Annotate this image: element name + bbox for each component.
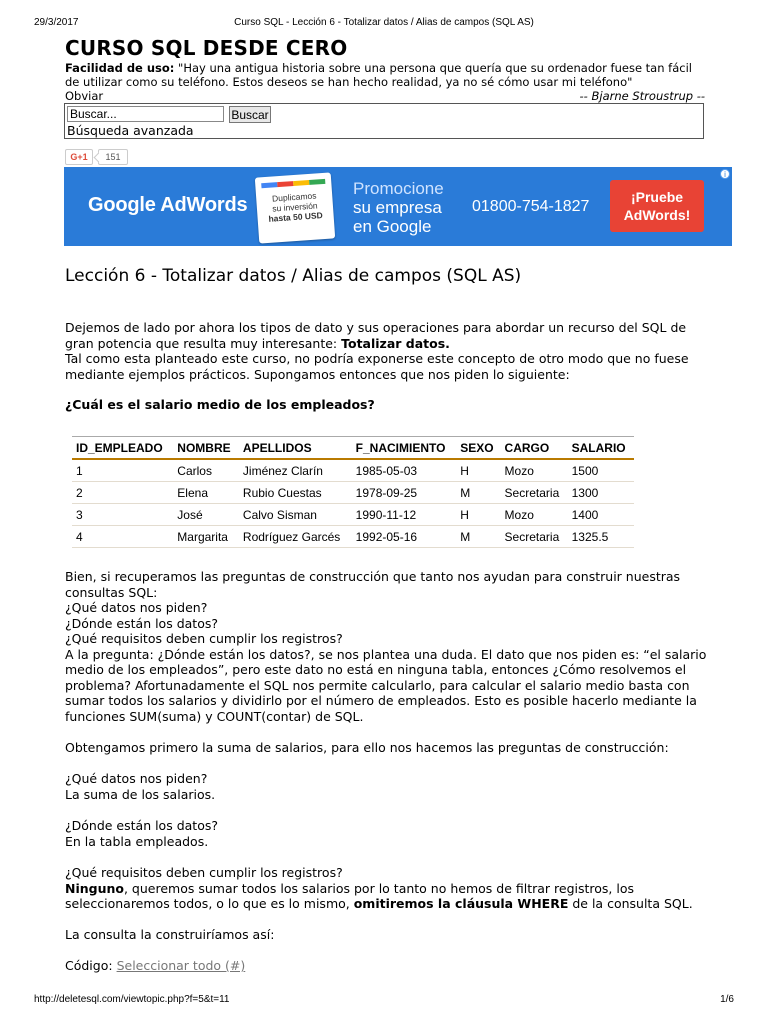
question: ¿Cuál es el salario medio de los empleados? [65, 397, 375, 412]
table-cell: 3 [72, 504, 173, 526]
table-row [72, 482, 634, 504]
table-row [72, 526, 634, 548]
table-cell: Secretaria [501, 482, 568, 504]
answer-3-question: ¿Qué requisitos deben cumplir los registros? [65, 865, 343, 880]
table-cell: 1985-05-03 [352, 459, 457, 482]
question-1: ¿Qué datos nos piden? [65, 600, 208, 615]
table-cell: H [456, 459, 500, 482]
table-header: CARGO [501, 437, 568, 460]
print-header [0, 17, 768, 31]
table-cell: 2 [72, 482, 173, 504]
answer-2-text: En la tabla empleados. [65, 833, 209, 849]
answer-1 [65, 771, 715, 802]
card-line-1: Duplicamos [271, 190, 317, 204]
ad-card-text [256, 189, 334, 224]
question-2: ¿Dónde están los datos? [65, 615, 218, 631]
construction-intro: Bien, si recuperamos las preguntas de construcción que tanto nos ayudan para construir nuestras consultas SQL: [65, 569, 681, 600]
table-header-row [72, 437, 634, 460]
table-header: APELLIDOS [239, 437, 352, 460]
table-cell: Jiménez Clarín [239, 459, 352, 482]
ad-card [255, 172, 335, 243]
usability-label: Facilidad de uso: [65, 61, 175, 75]
construction-paragraph [65, 569, 715, 724]
card-line-3: hasta 50 USD [268, 210, 324, 224]
lesson-title: Lección 6 - Totalizar datos / Alias de campos (SQL AS) [65, 266, 522, 286]
search-box [64, 103, 704, 139]
sum-intro: Obtengamos primero la suma de salarios, para ello nos hacemos las preguntas de construcción: [65, 740, 669, 755]
search-button[interactable]: Buscar [229, 106, 271, 123]
answer-3-text-2: de la consulta SQL. [568, 896, 693, 911]
intro-text-2: Tal como esta planteado este curso, no podría exponerse este concepto de otro modo que no fuese mediante ejemplos prácticos. Supongamos entonces que nos piden lo siguiente: [65, 351, 689, 382]
promo-line-3: en Google [353, 217, 432, 236]
table-cell: José [173, 504, 239, 526]
print-footer [0, 994, 768, 1008]
answer-1-text: La suma de los salarios. [65, 786, 216, 802]
site-title[interactable]: CURSO SQL DESDE CERO [65, 36, 348, 60]
table-cell: 1990-11-12 [352, 504, 457, 526]
table-cell: 1 [72, 459, 173, 482]
table-cell: Calvo Sisman [239, 504, 352, 526]
answer-2-question: ¿Dónde están los datos? [65, 818, 218, 833]
ad-cta-button[interactable] [610, 180, 704, 232]
query-intro: La consulta la construiríamos así: [65, 927, 275, 942]
answer-3 [65, 865, 715, 912]
answer-3-bold-2: omitiremos la cláusula WHERE [353, 896, 569, 911]
select-all-link[interactable]: Seleccionar todo (#) [116, 958, 246, 973]
table-cell: 1300 [568, 482, 634, 504]
promo-line-1: Promocione [353, 179, 444, 198]
table-cell: 1992-05-16 [352, 526, 457, 548]
advanced-search-link[interactable]: Búsqueda avanzada [67, 123, 194, 138]
table-cell: Margarita [173, 526, 239, 548]
table-cell: Carlos [173, 459, 239, 482]
table-header: SEXO [456, 437, 500, 460]
cta-line-1: ¡Pruebe [630, 189, 684, 205]
question-3: ¿Qué requisitos deben cumplir los registros? [65, 631, 343, 646]
print-date: 29/3/2017 [34, 17, 79, 28]
usability-quote [65, 61, 705, 89]
table-cell: 1325.5 [568, 526, 634, 548]
table-header: SALARIO [568, 437, 634, 460]
card-stripe [261, 179, 325, 188]
print-url: http://deletesql.com/viewtopic.php?f=5&t=11 [34, 994, 230, 1005]
answer-1-question: ¿Qué datos nos piden? [65, 771, 208, 786]
card-line-2: su inversión [271, 200, 318, 214]
ad-promo-text [353, 179, 444, 236]
gplus-button[interactable]: G+1 [65, 149, 93, 165]
intro-paragraph [65, 320, 715, 382]
table-cell: 4 [72, 526, 173, 548]
table-cell: Rodríguez Garcés [239, 526, 352, 548]
ad-info-icon[interactable]: i [720, 169, 730, 179]
code-label-row [65, 958, 715, 974]
gplus-count: 151 [98, 149, 128, 165]
table-cell: 1400 [568, 504, 634, 526]
table-row [72, 504, 634, 526]
table-cell: Elena [173, 482, 239, 504]
table-header: ID_EMPLEADO [72, 437, 173, 460]
intro-bold: Totalizar datos. [341, 335, 450, 351]
table-cell: Secretaria [501, 526, 568, 548]
adwords-logo: Google AdWords [88, 194, 248, 216]
answer-2 [65, 818, 715, 849]
quote-text: "Hay una antigua historia sobre una persona que quería que su ordenador fuese tan fácil de utilizar como su teléfono. Estos deseos se han hecho realidad, ya no sé cómo usar mi teléfono" [65, 61, 692, 89]
table-cell: M [456, 526, 500, 548]
code-label: Código: [65, 958, 117, 973]
answer-3-bold: Ninguno [65, 880, 124, 896]
quote-footer [65, 89, 705, 103]
employees-table [72, 436, 634, 548]
table-cell: Rubio Cuestas [239, 482, 352, 504]
intro-text: Dejemos de lado por ahora los tipos de dato y sus operaciones para abordar un recurso del SQL de gran potencia que resulta muy interesante: [65, 320, 687, 351]
quote-author: -- Bjarne Stroustrup -- [579, 89, 705, 103]
table-row [72, 459, 634, 482]
ad-phone: 01800-754-1827 [472, 198, 590, 215]
cta-line-2: AdWords! [623, 207, 691, 223]
explanation: A la pregunta: ¿Dónde están los datos?, se nos plantea una duda. El dato que nos piden es: “el salario medio de los empleados”, pero este dato no está en ninguna tabla, entonces ¿Cómo resolvemos el problema? Afortunadamente el SQL nos permite calcularlo, para calcular el salario medio basta con sumar todos los salarios y dividirlo por el número de empleados. Esto es posible hacerlo mediante la funciones SUM(suma) y COUNT(contar) de SQL. [65, 646, 707, 724]
table-cell: Mozo [501, 504, 568, 526]
table-cell: H [456, 504, 500, 526]
table-header: NOMBRE [173, 437, 239, 460]
dismiss-link[interactable]: Obviar [65, 89, 104, 103]
search-input[interactable] [67, 106, 224, 122]
answer-3-text: , queremos sumar todos los salarios por lo tanto no hemos de filtrar registros, los seleccionaremos todos, o lo que es lo mismo, [65, 880, 635, 911]
table-header: F_NACIMIENTO [352, 437, 457, 460]
print-page-number: 1/6 [720, 994, 734, 1005]
promo-line-2: su empresa [353, 198, 442, 217]
print-title: Curso SQL - Lección 6 - Totalizar datos / Alias de campos (SQL AS) [234, 17, 534, 28]
table-cell: Mozo [501, 459, 568, 482]
ad-banner[interactable] [64, 167, 732, 246]
table-cell: 1978-09-25 [352, 482, 457, 504]
table-cell: 1500 [568, 459, 634, 482]
table-cell: M [456, 482, 500, 504]
